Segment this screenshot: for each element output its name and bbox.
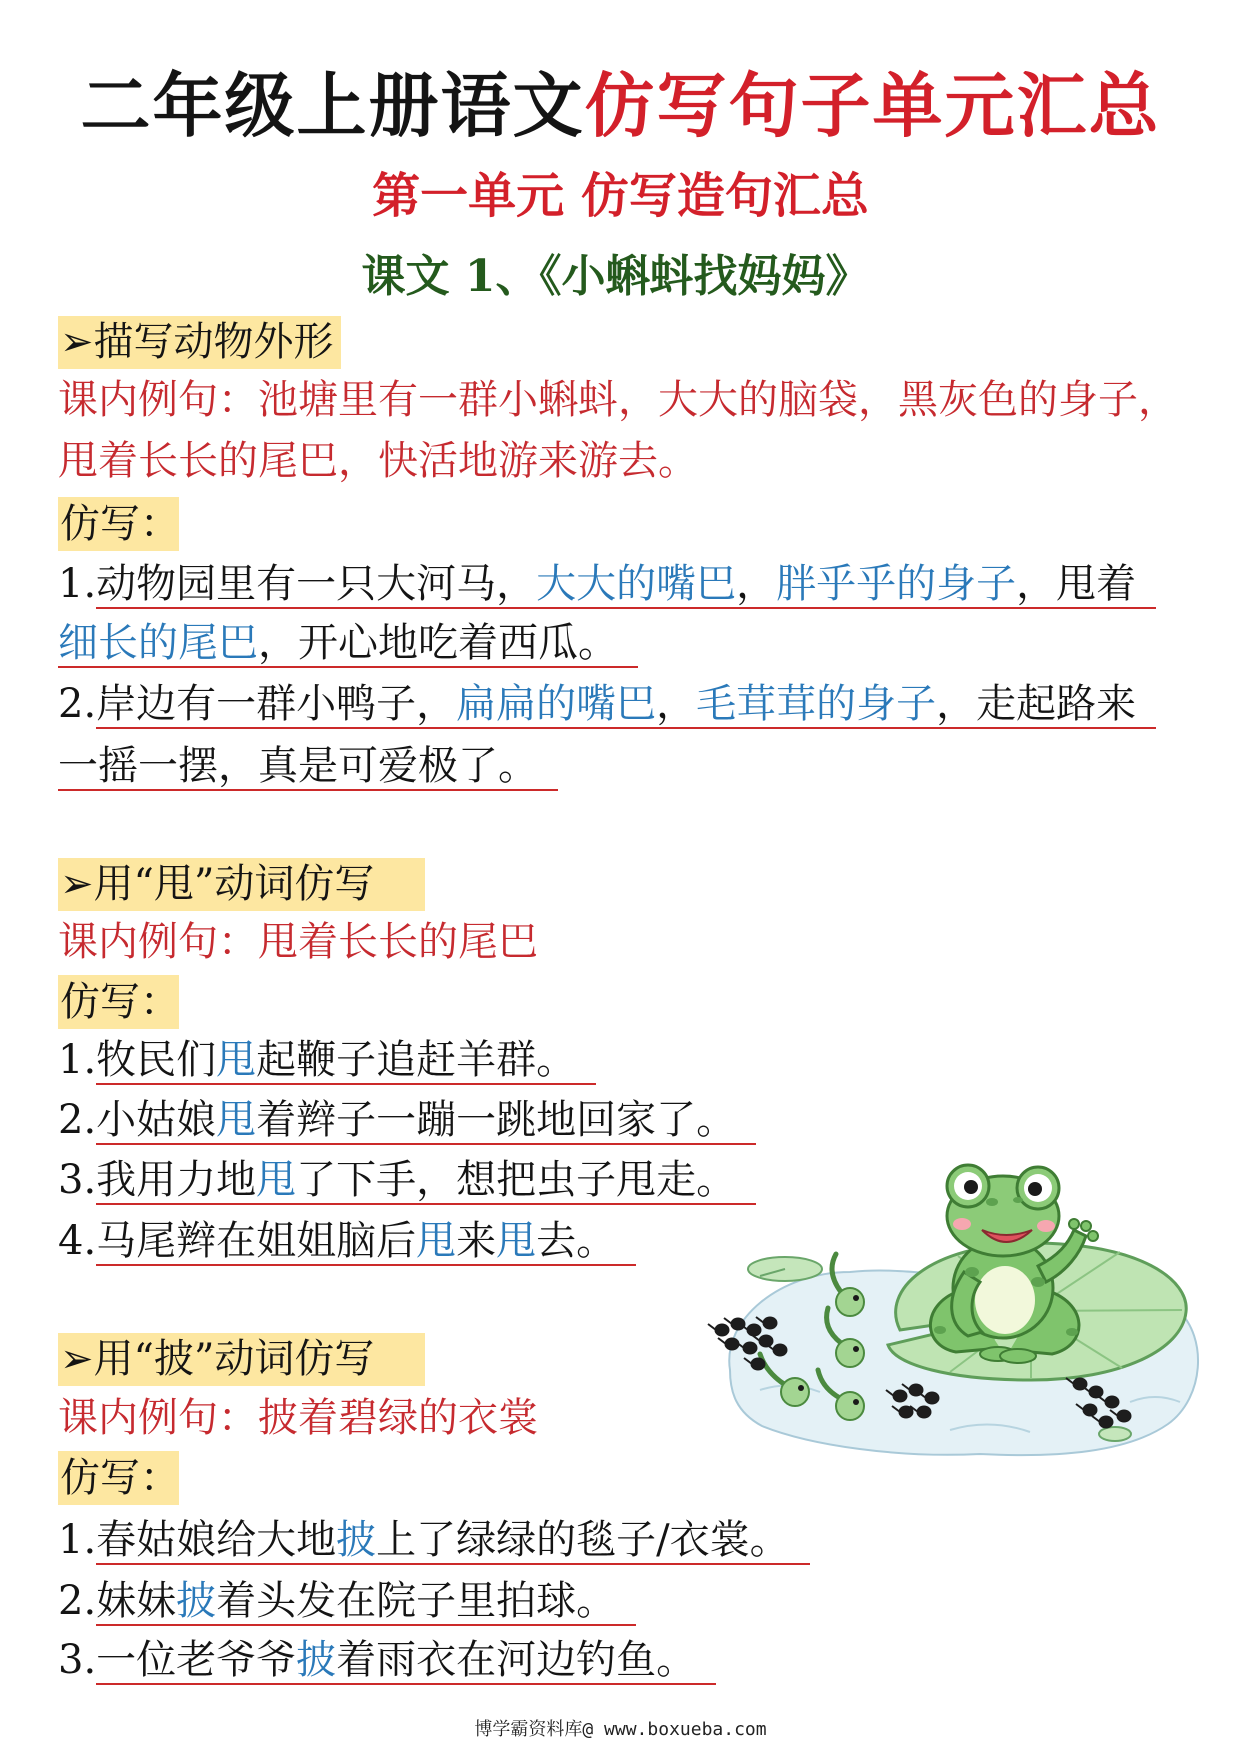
example-sentence-line: 甩着长长的尾巴，快活地游来游去。 [58, 438, 698, 484]
answer-line [58, 1636, 716, 1684]
title-black-part: 二年级上册语文 [80, 64, 585, 147]
highlighted-phrase: 大大的嘴巴 [536, 561, 737, 607]
answer-text: 一位老爷爷 [96, 1637, 297, 1683]
frog-belly [975, 1266, 1035, 1334]
answer-underline [96, 1097, 756, 1145]
answer-text: 岸边有一群小鸭子， [96, 681, 457, 727]
answer-line [58, 1156, 756, 1204]
practice-label: 仿写： [58, 975, 179, 1029]
answer-text: 妹妹 [96, 1578, 177, 1624]
answer-text: 着头发在院子里拍球。 [216, 1578, 617, 1624]
frog-cheek [953, 1218, 971, 1230]
frog-illustration [700, 1140, 1210, 1480]
example-sentence-line: 课内例句：池塘里有一群小蝌蚪，大大的脑袋，黑灰色的身子， [58, 377, 1178, 423]
answer-text: 起鞭子追赶羊群。 [256, 1037, 577, 1083]
highlighted-verb: 甩 [256, 1157, 297, 1203]
answer-number: 2. [58, 681, 97, 727]
highlighted-verb: 披 [336, 1517, 377, 1563]
answer-underline [96, 1037, 596, 1085]
answer-number: 1. [58, 561, 97, 607]
answer-text: 上了绿绿的毯子/衣裳。 [376, 1517, 790, 1563]
highlighted-verb: 甩 [416, 1218, 457, 1264]
highlighted-verb: 披 [296, 1637, 337, 1683]
small-lily-pad [748, 1257, 822, 1281]
answer-text: 马尾辫在姐姐脑后 [96, 1218, 417, 1264]
answer-text: ， [656, 681, 697, 727]
highlighted-phrase: 扁扁的嘴巴 [456, 681, 657, 727]
highlighted-phrase: 胖乎乎的身子 [776, 561, 1017, 607]
answer-number: 1. [58, 1517, 97, 1563]
title-red-part: 仿写句子单元汇总 [584, 64, 1161, 147]
highlighted-verb: 甩 [496, 1218, 537, 1264]
answer-line [58, 680, 1156, 728]
answer-text: ， [736, 561, 777, 607]
answer-line [58, 1217, 636, 1265]
answer-line [58, 1036, 596, 1084]
answer-text: ，走起路来 [936, 681, 1137, 727]
answer-text: 我用力地 [96, 1157, 257, 1203]
answer-number: 1. [58, 1037, 97, 1083]
highlighted-verb: 甩 [216, 1097, 257, 1143]
answer-underline [96, 561, 1156, 609]
answer-number: 2. [58, 1578, 97, 1624]
answer-underline [96, 1218, 636, 1266]
section-header-verb-pi: ➢用“披”动词仿写 [58, 1333, 425, 1386]
answer-number: 3. [58, 1157, 97, 1203]
answer-text: 去。 [536, 1218, 617, 1264]
answer-line [58, 742, 558, 790]
answer-text: 春姑娘给大地 [96, 1517, 337, 1563]
answer-underline [96, 1578, 636, 1626]
answer-underline [96, 681, 1156, 729]
answer-underline [96, 1637, 716, 1685]
example-sentence-line: 课内例句：披着碧绿的衣裳 [58, 1395, 538, 1441]
page-title [0, 63, 1241, 149]
answer-line [58, 560, 1156, 608]
highlighted-phrase: 毛茸茸的身子 [696, 681, 937, 727]
answer-number: 4. [58, 1218, 97, 1264]
answer-underline [58, 743, 558, 791]
lesson-title: 课文 1、《小蝌蚪找妈妈》 [361, 251, 870, 302]
answer-line [58, 1096, 756, 1144]
answer-underline [96, 1517, 809, 1565]
answer-underline [58, 620, 638, 668]
answer-line [58, 1577, 636, 1625]
footer-watermark: 博学霸资料库@ www.boxueba.com [474, 1719, 767, 1740]
small-lily-pad [1099, 1427, 1131, 1441]
practice-label: 仿写： [58, 497, 179, 551]
frog-cheek [1037, 1220, 1055, 1232]
example-sentence-line: 课内例句：甩着长长的尾巴 [58, 919, 538, 965]
answer-text: ，开心地吃着西瓜。 [258, 620, 618, 666]
answer-text: 了下手，想把虫子甩走。 [296, 1157, 737, 1203]
section-header-animal-appearance: ➢描写动物外形 [58, 316, 341, 369]
highlighted-verb: 甩 [216, 1037, 257, 1083]
answer-text: 一摇一摆，真是可爱极了。 [58, 743, 538, 789]
answer-line [58, 619, 638, 667]
answer-text: 动物园里有一只大河马， [96, 561, 537, 607]
answer-text: 着雨衣在河边钓鱼。 [336, 1637, 697, 1683]
answer-number: 2. [58, 1097, 97, 1143]
unit-subtitle: 第一单元 仿写造句汇总 [372, 168, 869, 224]
answer-text: 牧民们 [96, 1037, 217, 1083]
section-header-verb-shuai: ➢用“甩”动词仿写 [58, 858, 425, 911]
answer-number: 3. [58, 1637, 97, 1683]
answer-text: 来 [456, 1218, 497, 1264]
answer-text: 小姑娘 [96, 1097, 217, 1143]
answer-line [58, 1516, 810, 1564]
answer-underline [96, 1157, 756, 1205]
practice-label: 仿写： [58, 1451, 179, 1505]
answer-text: ，甩着 [1016, 561, 1137, 607]
highlighted-phrase: 细长的尾巴 [58, 620, 258, 666]
highlighted-verb: 披 [176, 1578, 217, 1624]
answer-text: 着辫子一蹦一跳地回家了。 [256, 1097, 737, 1143]
